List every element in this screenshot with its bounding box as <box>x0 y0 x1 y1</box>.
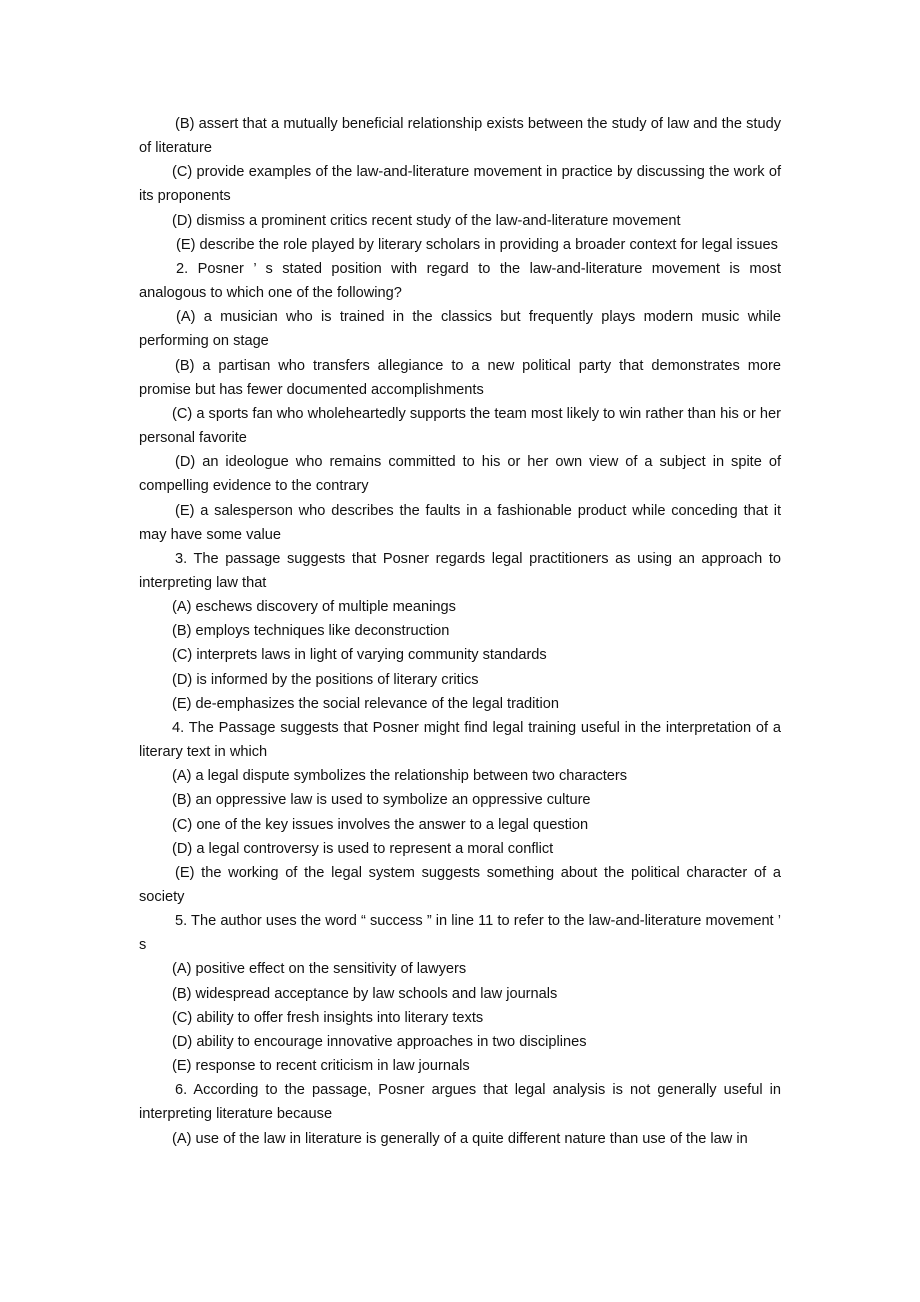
question-stem: 4. The Passage suggests that Posner might find legal training useful in the interpretation of a literary text in which <box>139 719 781 761</box>
answer-option: (A) use of the law in literature is generally of a quite different nature than use of the law in <box>172 1130 748 1147</box>
answer-option: (E) the working of the legal system suggests something about the political character of a society <box>139 864 781 905</box>
question-stem: 6. According to the passage, Posner argues that legal analysis is not generally useful in interpreting literature because <box>139 1082 781 1123</box>
question-stem: 3. The passage suggests that Posner regards legal practitioners as using an approach to interpreting law that <box>139 550 781 591</box>
answer-option: (E) a salesperson who describes the faults in a fashionable product while conceding that it may have some value <box>139 502 781 543</box>
answer-option: (B) an oppressive law is used to symbolize an oppressive culture <box>172 792 591 809</box>
answer-option: (A) positive effect on the sensitivity of lawyers <box>172 961 467 978</box>
answer-option: (A) a musician who is trained in the classics but frequently plays modern music while performing on stage <box>139 309 781 350</box>
question-stem: 5. The author uses the word “ success ” in line 11 to refer to the law-and-literature movement ’ s <box>139 913 781 954</box>
answer-option: (C) provide examples of the law-and-literature movement in practice by discussing the work of its proponents <box>139 164 781 205</box>
answer-option: (D) an ideologue who remains committed to his or her own view of a subject in spite of compelling evidence to the contrary <box>139 454 781 495</box>
answer-option: (B) assert that a mutually beneficial relationship exists between the study of law and the study of literature <box>139 116 781 157</box>
answer-option: (E) response to recent criticism in law journals <box>172 1058 470 1075</box>
document-page <box>139 112 781 1151</box>
answer-option: (D) is informed by the positions of literary critics <box>172 671 479 688</box>
answer-option: (A) eschews discovery of multiple meanings <box>172 599 456 616</box>
answer-option: (C) interprets laws in light of varying community standards <box>172 647 547 664</box>
answer-option: (B) a partisan who transfers allegiance to a new political party that demonstrates more promise but has fewer documented accomplishments <box>139 357 781 398</box>
answer-option: (C) a sports fan who wholeheartedly supports the team most likely to win rather than his or her personal favorite <box>139 405 781 447</box>
answer-option: (C) one of the key issues involves the answer to a legal question <box>172 816 589 833</box>
answer-option: (A) a legal dispute symbolizes the relationship between two characters <box>172 768 628 785</box>
answer-option: (D) a legal controversy is used to represent a moral conflict <box>172 840 554 857</box>
question-stem: 2. Posner ’ s stated position with regard to the law-and-literature movement is most analogous to which one of the following? <box>139 260 781 302</box>
answer-option: (E) describe the role played by literary scholars in providing a broader context for legal issues <box>176 236 778 253</box>
answer-option: (B) widespread acceptance by law schools and law journals <box>172 985 558 1002</box>
answer-option: (D) dismiss a prominent critics recent study of the law-and-literature movement <box>172 212 681 229</box>
answer-option: (D) ability to encourage innovative approaches in two disciplines <box>172 1033 587 1050</box>
answer-option: (C) ability to offer fresh insights into literary texts <box>172 1009 484 1026</box>
answer-option: (B) employs techniques like deconstruction <box>172 623 450 640</box>
answer-option: (E) de-emphasizes the social relevance of the legal tradition <box>172 695 559 712</box>
